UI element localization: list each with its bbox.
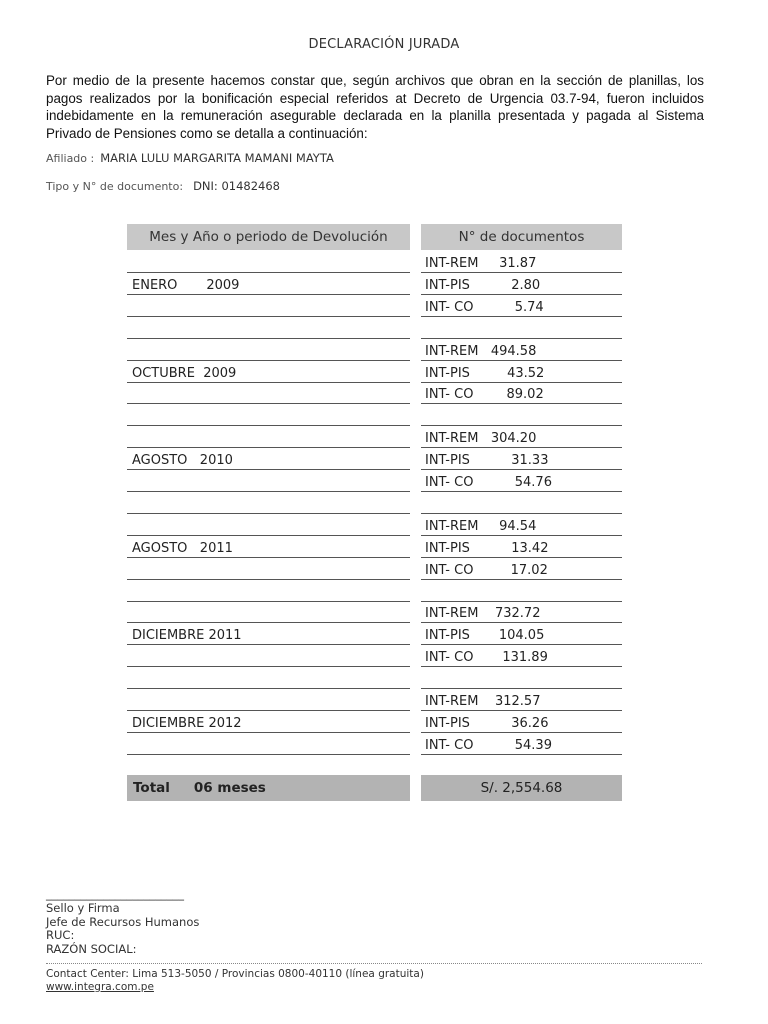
period-cell: OCTUBRE 2009 (132, 366, 237, 381)
period-cell: AGOSTO 2010 (132, 453, 233, 468)
document-cell: INT-PIS 2.80 (425, 278, 541, 293)
document-row-line (421, 294, 622, 295)
document-row-line (421, 622, 622, 623)
period-row-line (127, 644, 410, 645)
period-cell: ENERO 2009 (132, 278, 240, 293)
period-row-line (127, 272, 410, 273)
document-row-line (421, 579, 622, 580)
total-amount: S/. 2,554.68 (480, 780, 563, 796)
document-cell: INT-PIS 104.05 (425, 628, 545, 643)
document-cell: INT-REM 304.20 (425, 431, 537, 446)
period-row-line (127, 403, 410, 404)
signature-line: ________________________ (46, 887, 184, 901)
document-row-line (421, 666, 622, 667)
period-cell: DICIEMBRE 2011 (132, 628, 242, 643)
period-cell: DICIEMBRE 2012 (132, 716, 242, 731)
document-cell: INT-REM 312.57 (425, 694, 541, 709)
document-row-line (421, 754, 622, 755)
period-row-line (127, 360, 410, 361)
document-cell: INT- CO 54.76 (425, 475, 552, 490)
document-cell: INT-REM 494.58 (425, 344, 537, 359)
document-cell: INT-PIS 43.52 (425, 366, 545, 381)
signature-block (46, 888, 199, 957)
document-row-line (421, 688, 622, 689)
document-cell: INT- CO 5.74 (425, 300, 544, 315)
document-row-line (421, 491, 622, 492)
afiliado-label: Afiliado : (46, 152, 95, 165)
document-cell: INT-REM 732.72 (425, 606, 541, 621)
document-row-line (421, 338, 622, 339)
document-cell: INT-REM 94.54 (425, 519, 537, 534)
document-cell: INT- CO 131.89 (425, 650, 548, 665)
table-header-period: Mes y Año o periodo de Devolución (127, 224, 410, 250)
document-cell: INT- CO 54.39 (425, 738, 552, 753)
document-row-line (421, 710, 622, 711)
document-cell: INT- CO 89.02 (425, 387, 544, 402)
period-row-line (127, 732, 410, 733)
document-row-line (421, 513, 622, 514)
afiliado-row (46, 151, 334, 165)
document-row-line (421, 644, 622, 645)
document-row-line (421, 601, 622, 602)
document-type-label: Tipo y N° de documento: (46, 180, 184, 193)
document-type-row (46, 179, 280, 193)
signature-ruc: RUC: (46, 928, 75, 943)
document-cell: INT-PIS 31.33 (425, 453, 549, 468)
period-row-line (127, 425, 410, 426)
table-header-documents: N° de documentos (421, 224, 622, 250)
period-row-line (127, 754, 410, 755)
total-bar-left (127, 775, 410, 801)
period-row-line (127, 382, 410, 383)
document-row-line (421, 535, 622, 536)
period-row-line (127, 557, 410, 558)
period-row-line (127, 535, 410, 536)
period-row-line (127, 601, 410, 602)
document-cell: INT-PIS 13.42 (425, 541, 549, 556)
intro-paragraph: Por medio de la presente hacemos constar que, según archivos que obran en la sección de planillas, los pagos realizados por la bonificación especial referidos at Decreto de Urgencia 03.7-94, fueron incluidos indebidamente en la remuneración asegurable declarada en la planilla presentada y pagada al Sistema Privado de Pensiones como se detalla a continuación: (46, 73, 704, 141)
document-row-line (421, 382, 622, 383)
signature-sello: Sello y Firma (46, 900, 120, 915)
document-cell: INT- CO 17.02 (425, 563, 548, 578)
total-bar-right (421, 775, 622, 801)
footer-divider (46, 963, 702, 964)
period-row-line (127, 294, 410, 295)
period-row-line (127, 447, 410, 448)
signature-cargo: Jefe de Recursos Humanos (46, 914, 200, 929)
signature-razon-social: RAZÓN SOCIAL: (46, 942, 137, 957)
period-row-line (127, 338, 410, 339)
document-type-value: DNI: 01482468 (193, 179, 280, 193)
period-row-line (127, 513, 410, 514)
document-row-line (421, 447, 622, 448)
period-row-line (127, 469, 410, 470)
total-label: Total (133, 780, 170, 796)
period-row-line (127, 316, 410, 317)
period-cell: AGOSTO 2011 (132, 541, 233, 556)
afiliado-value: MARIA LULU MARGARITA MAMANI MAYTA (100, 151, 334, 165)
period-row-line (127, 666, 410, 667)
document-row-line (421, 469, 622, 470)
document-row-line (421, 360, 622, 361)
footer-website-link[interactable]: www.integra.com.pe (46, 981, 154, 993)
document-title: DECLARACIÓN JURADA (308, 37, 460, 52)
period-row-line (127, 710, 410, 711)
period-row-line (127, 579, 410, 580)
period-row-line (127, 688, 410, 689)
footer (46, 968, 424, 994)
footer-contact: Contact Center: Lima 513-5050 / Provincias 0800-40110 (línea gratuita) (46, 968, 424, 980)
document-cell: INT-REM 31.87 (425, 256, 537, 271)
document-row-line (421, 557, 622, 558)
document-row-line (421, 732, 622, 733)
document-row-line (421, 403, 622, 404)
document-row-line (421, 272, 622, 273)
document-row-line (421, 425, 622, 426)
period-row-line (127, 491, 410, 492)
document-row-line (421, 316, 622, 317)
period-row-line (127, 622, 410, 623)
total-months: 06 meses (193, 780, 266, 796)
document-cell: INT-PIS 36.26 (425, 716, 549, 731)
